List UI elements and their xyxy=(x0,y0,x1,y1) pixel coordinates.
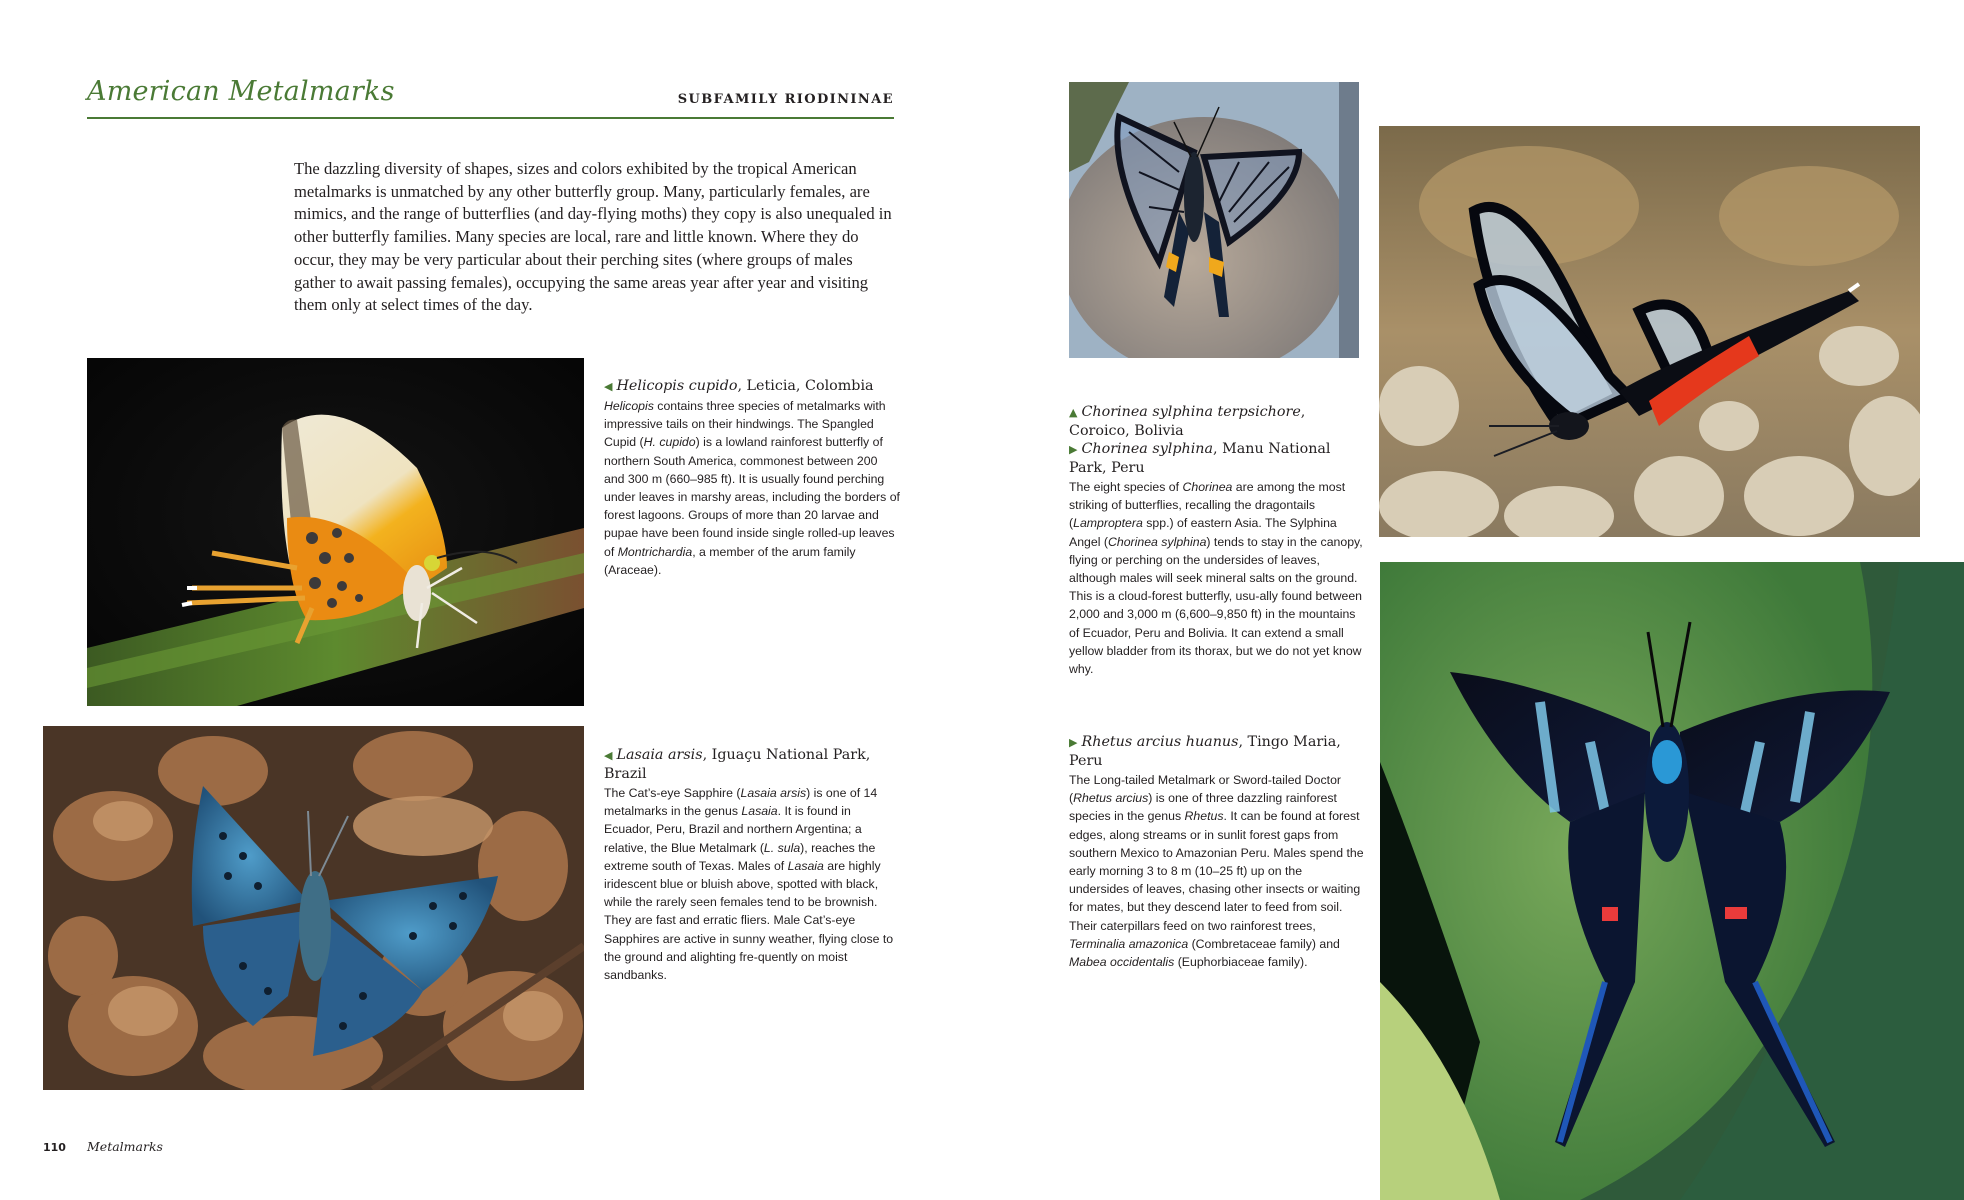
caption-title-2 xyxy=(1069,440,1365,477)
caption-body xyxy=(1069,478,1365,678)
location: , Leticia, Colombia xyxy=(737,378,874,394)
caption-rhetus-arcius xyxy=(1069,733,1365,971)
body-text: (Combretaceae family) and xyxy=(1188,936,1340,951)
intro-paragraph: The dazzling diversity of shapes, sizes and colors exhibited by the tropical American metalmarks is unmatched by any other butterfly group. Many, particularly females, are mimics, and the range of butterflies (and day-flying moths) they copy is also unequaled in other butterfly families. Many species are local, rare and little known. Where they do occur, they may be very particular about their perching sites (where groups of males gather to await passing females), occupying the same areas year after year and visiting them only at select times of the day. xyxy=(294,159,892,315)
body-text: are among the most striking of butterflies, recalling the dragontails ( xyxy=(1069,480,1346,531)
body-text: ), reaches the extreme south of Texas. Males of xyxy=(604,840,876,873)
location: , Iguaçu National Park, Brazil xyxy=(604,747,871,782)
body-text: spp.) of eastern Asia. The Sylphina Angel ( xyxy=(1069,516,1337,549)
subfamily-label: SUBFAMILY RIODININAE xyxy=(677,92,894,107)
species-name: Lasaia arsis xyxy=(616,747,703,763)
body-text: are highly iridescent blue or bluish above, spotted with black, while the rarely seen females tend to be brownish. They are fast and erratic fliers. Male Cat’s-eye Sapphires are active in sunny weather, flying close to the ground and alighting fre-quently on moist sandbanks. xyxy=(604,858,894,983)
body-text: ) is one of 14 metalmarks in the genus xyxy=(604,786,878,819)
body-text: (Euphorbiaceae family). xyxy=(1174,955,1308,970)
italic-text: L. sula xyxy=(763,840,801,855)
italic-text: Montrichardia xyxy=(617,544,693,559)
running-head: Metalmarks xyxy=(87,1139,163,1154)
italic-text: H. cupido xyxy=(643,435,696,450)
arrow-left-icon: ◀ xyxy=(604,380,613,393)
italic-text: Rhetus xyxy=(1184,809,1224,824)
species-name: Helicopis cupido xyxy=(616,378,738,394)
body-text: . It is found in Ecuador, Peru, Brazil and northern Argentina; a relative, the Blue Metalmark ( xyxy=(604,804,862,855)
caption-body xyxy=(1069,771,1365,971)
page-number: 110 xyxy=(43,1141,66,1154)
photo-rhetus-arcius-huanus xyxy=(1380,562,1964,1200)
caption-title xyxy=(1069,733,1365,770)
arrow-right-icon: ▶ xyxy=(1069,443,1078,456)
caption-title xyxy=(604,746,900,783)
body-text: , a member of the arum family (Araceae). xyxy=(604,544,856,577)
location: , Tingo Maria, Peru xyxy=(1069,734,1341,769)
caption-chorinea xyxy=(1069,403,1365,678)
photo-lasaia-arsis xyxy=(43,726,584,1090)
photo-chorinea-sylphina xyxy=(1379,126,1920,537)
page-title: American Metalmarks xyxy=(87,76,395,107)
italic-text: Chorinea xyxy=(1182,480,1233,494)
arrow-left-icon: ◀ xyxy=(604,749,613,762)
caption-title-1 xyxy=(1069,403,1365,440)
italic-text: Lasaia xyxy=(787,858,824,873)
arrow-right-icon: ▶ xyxy=(1069,736,1078,749)
body-text: The eight species of xyxy=(1069,480,1183,494)
arrow-up-icon: ▲ xyxy=(1069,406,1078,419)
caption-body xyxy=(604,397,900,579)
body-text: ) is one of three dazzling rainforest species in the genus xyxy=(1069,791,1337,824)
body-text: The Cat’s-eye Sapphire ( xyxy=(604,786,741,800)
italic-text: Lasaia xyxy=(741,804,778,819)
photo-chorinea-sylphina-terpsichore xyxy=(1069,82,1359,358)
location: , Coroico, Bolivia xyxy=(1069,404,1306,439)
caption-lasaia-arsis xyxy=(604,746,900,984)
italic-text: Rhetus arcius xyxy=(1073,791,1149,806)
species-name: Chorinea sylphina xyxy=(1081,441,1214,457)
caption-helicopis-cupido xyxy=(604,377,900,579)
italic-text: Chorinea sylphina xyxy=(1107,534,1207,549)
body-text: contains three species of metalmarks with impressive tails on their hindwings. The Spangled Cupid ( xyxy=(604,399,886,450)
title-rule xyxy=(87,117,894,119)
italic-text: Terminalia amazonica xyxy=(1069,936,1189,951)
body-text: The Long-tailed Metalmark or Sword-tailed Doctor ( xyxy=(1069,773,1342,806)
location: , Manu National Park, Peru xyxy=(1069,441,1331,476)
photo-helicopis-cupido xyxy=(87,358,584,706)
body-text: ) tends to stay in the canopy, flying or perching on the undersides of leaves, although males will seek mineral salts on the ground. This is a cloud-forest butterfly, usu-ally found between 2,000 and 3,000 m (6,600–9,850 ft) in the mountains of Ecuador, Peru and Bolivia. It can extend a small yellow bladder from its thorax, but we do not yet know why. xyxy=(1069,534,1363,677)
body-text: ) is a lowland rainforest butterfly of northern South America, commonest between 200 and 300 m (660–985 ft). It is usually found perching under leaves in marshy areas, including the borders of forest lagoons. Groups of more than 20 larvae and pupae have been found inside single rolled-up leaves of xyxy=(604,435,900,559)
caption-title xyxy=(604,377,900,396)
italic-text: Helicopis xyxy=(604,399,654,413)
caption-body xyxy=(604,784,900,984)
species-name: Rhetus arcius huanus xyxy=(1081,734,1239,750)
italic-text: Mabea occidentalis xyxy=(1069,955,1175,970)
italic-text: Lasaia arsis xyxy=(740,786,807,800)
italic-text: Lamproptera xyxy=(1073,516,1143,531)
body-text: . It can be found at forest edges, along streams or in sunlit forest gaps from southern Mexico to Amazonian Peru. Males spend the early morning 3 to 8 m (10–25 ft) up on the undersides of leaves, chasing other insects or waiting for mates, but they descend later to feed from soil. Their caterpillars feed on two rainforest trees, xyxy=(1069,809,1364,933)
species-name: Chorinea sylphina terpsichore xyxy=(1081,404,1301,420)
